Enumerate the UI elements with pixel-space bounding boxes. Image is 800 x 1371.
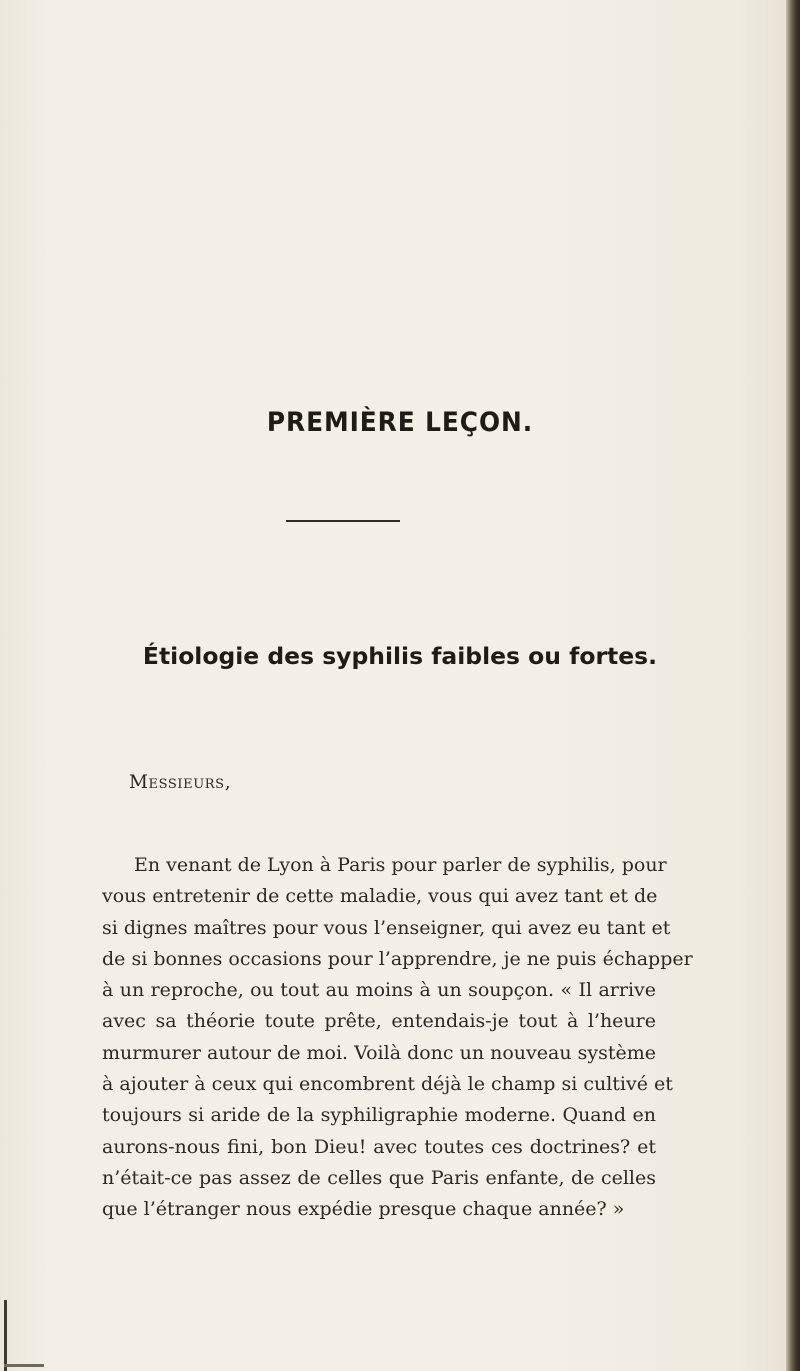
paragraph-line: à un reproche, ou tout au moins à un soupçon. « Il arrive	[102, 979, 656, 1002]
paragraph-line: de si bonnes occasions pour l’apprendre, je ne puis échapper	[102, 947, 693, 970]
paragraph-line: que l’étranger nous expédie presque chaque année? »	[102, 1198, 625, 1221]
paragraph-line: à ajouter à ceux qui encombrent déjà le champ si cultivé et	[102, 1073, 673, 1096]
page-binding-edge	[786, 0, 800, 1371]
page-edge-mark	[4, 1300, 7, 1371]
paragraph-line: vous entretenir de cette maladie, vous qui avez tant et de	[102, 885, 658, 908]
paragraph-line: murmurer autour de moi. Voilà donc un nouveau système	[102, 1041, 656, 1064]
body-paragraph	[102, 850, 693, 1226]
paragraph-line: n’était-ce pas assez de celles que Paris enfante, de celles	[102, 1166, 656, 1189]
salutation: Messieurs,	[129, 772, 232, 793]
title-divider	[286, 520, 400, 522]
paragraph-line: toujours si aride de la syphiligraphie moderne. Quand en	[102, 1104, 656, 1127]
chapter-subtitle: Étiologie des syphilis faibles ou fortes.	[142, 644, 658, 670]
chapter-title: PREMIÈRE LEÇON.	[266, 407, 534, 438]
page-corner-mark	[4, 1364, 44, 1367]
paragraph-line: si dignes maîtres pour vous l’enseigner, qui avez eu tant et	[102, 916, 671, 939]
paragraph-line: avec sa théorie toute prête, entendais-je tout à l’heure	[102, 1010, 656, 1033]
paragraph-line: aurons-nous fini, bon Dieu! avec toutes ces doctrines? et	[102, 1135, 656, 1158]
paragraph-line: En venant de Lyon à Paris pour parler de syphilis, pour	[134, 854, 667, 876]
